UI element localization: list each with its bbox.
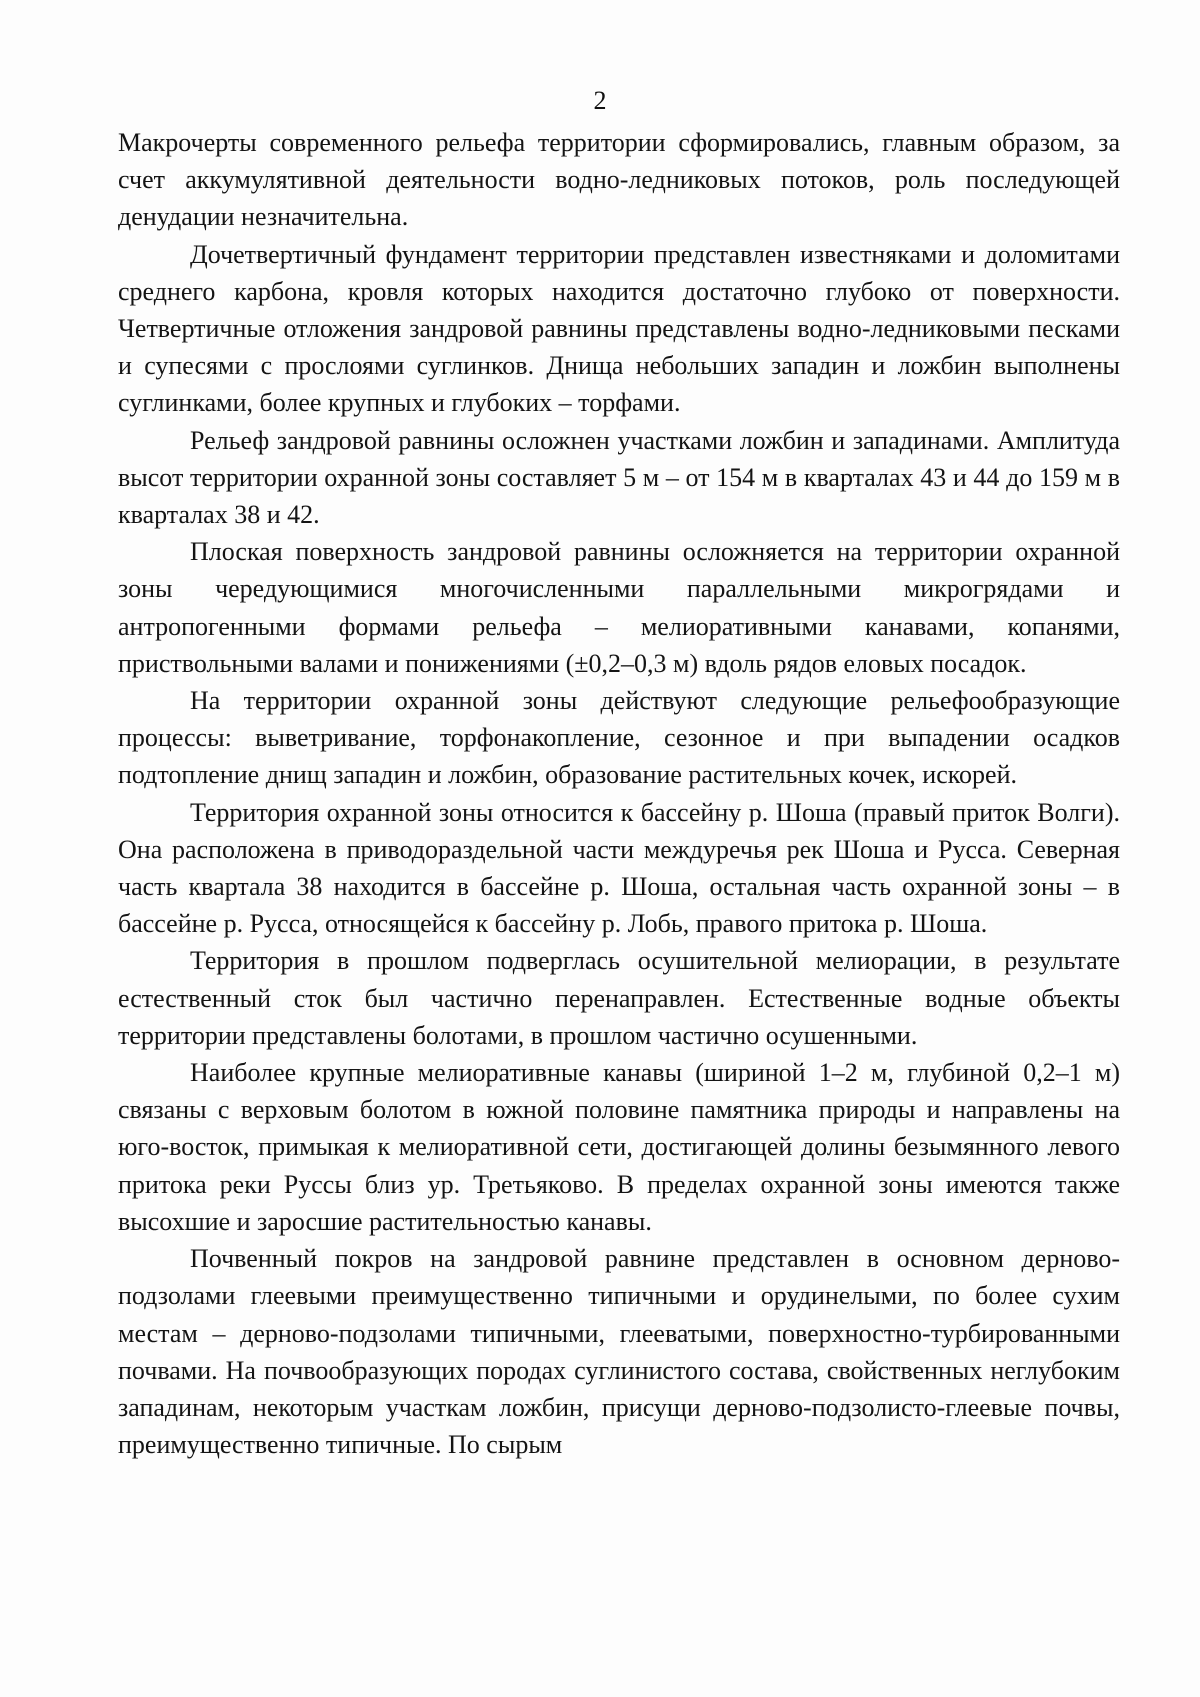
page-number: 2 [593,86,607,115]
paragraph-processes: На территории охранной зоны действуют следующие рельефообразующие процессы: выветривание, торфонакопление, сезонное и при выпадении осадков подтопление днищ западин и ложбин, образование растительных кочек, искорей. [118,686,1120,790]
paragraph-microrelief: Плоская поверхность зандровой равнины осложняется на территории охранной зоны чередующимися многочисленными параллельными микрогрядами и антропогенными формами рельефа – мелиоративными канавами, копанями, приствольными валами и понижениями (±0,2–0,3 м) вдоль рядов еловых посадок. [118,537,1120,678]
paragraph-hydrology: Территория охранной зоны относится к бассейну р. Шоша (правый приток Волги). Она расположена в приводораздельной части междуречья рек Шоша и Русса. Северная часть квартала 38 находится в бассейне р. Шоша, остальная часть охранной зоны – в бассейне р. Русса, относящейся к бассейну р. Лобь, правого притока р. Шоша. [118,797,1120,939]
document-body [118,124,1120,1463]
paragraph-melioration: Территория в прошлом подверглась осушительной мелиорации, в результате естественный сток был частично перенаправлен. Естественные водные объекты территории представлены болотами, в прошлом частично осушенными. [118,946,1120,1050]
paragraph-relief-formation: Макрочерты современного рельефа территории сформировались, главным образом, за счет аккумулятивной деятельности водно-ледниковых потоков, роль последующей денудации незначительна. [118,128,1120,232]
paragraph-relief-amplitude: Рельеф зандровой равнины осложнен участками ложбин и западинами. Амплитуда высот территории охранной зоны составляет 5 м – от 154 м в кварталах 43 и 44 до 159 м в кварталах 38 и 42. [118,425,1120,530]
paragraph-soils: Почвенный покров на зандровой равнине представлен в основном дерново-подзолами глеевыми преимущественно типичными и орудинелыми, по более сухим местам – дерново-подзолами типичными, глееватыми, поверхностно-турбированными почвами. На почвообразующих породах суглинистого состава, свойственных неглубоким западинам, некоторым участкам ложбин, присущи дерново-подзолисто-глеевые почвы, преимущественно типичные. По сырым [118,1244,1120,1460]
paragraph-geology: Дочетвертичный фундамент территории представлен известняками и доломитами среднего карбона, кровля которых находится достаточно глубоко от поверхности. Четвертичные отложения зандровой равнины представлены водно-ледниковыми песками и супесями с прослоями суглинков. Днища небольших западин и ложбин выполнены суглинками, более крупных и глубоких – торфами. [118,239,1120,418]
paragraph-canals: Наиболее крупные мелиоративные канавы (шириной 1–2 м, глубиной 0,2–1 м) связаны с верховым болотом в южной половине памятника природы и направлены на юго-восток, примыкая к мелиоративной сети, достигающей долины безымянного левого притока реки Руссы близ ур. Третьяково. В пределах охранной зоны имеются также высохшие и заросшие растительностью канавы. [118,1058,1120,1236]
